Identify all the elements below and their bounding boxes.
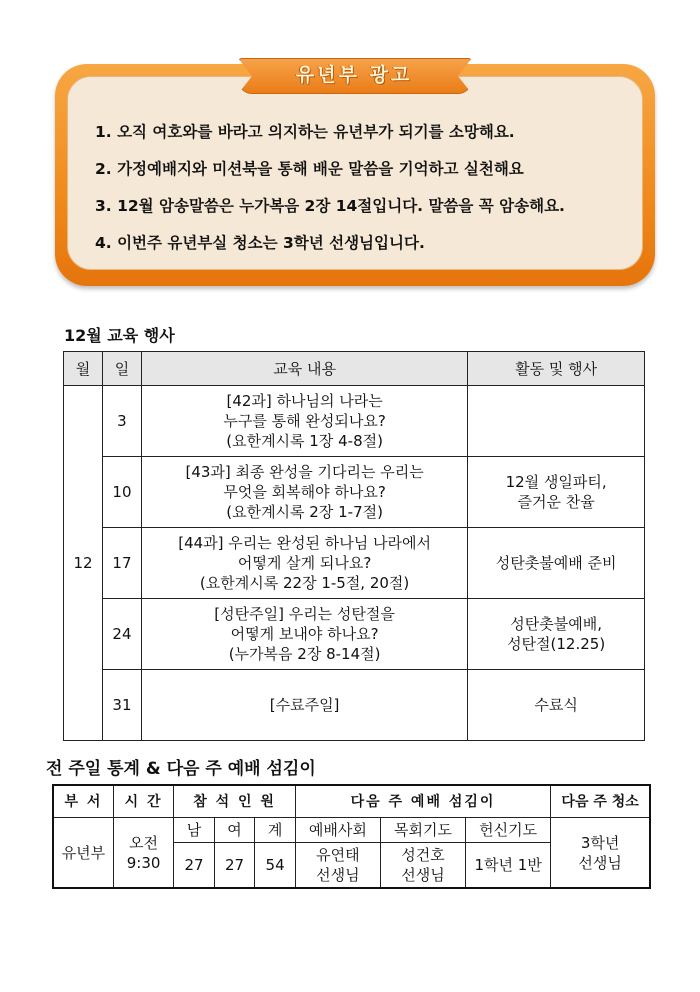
content-line: 어떻게 살게 되나요?	[237, 554, 372, 572]
female-count: 27	[214, 843, 255, 889]
male-count: 27	[174, 843, 215, 889]
host-line: 유연태	[316, 846, 360, 864]
announcement-item: 3. 12월 암송말씀은 누가복음 2장 14절입니다. 말씀을 꼭 암송해요.	[95, 197, 565, 215]
table-row	[64, 528, 645, 599]
content-line: (요한계시록 1장 4-8절)	[226, 432, 383, 450]
subheader-host: 예배사회	[295, 818, 380, 843]
announcement-list	[95, 118, 565, 266]
activity-line: 성탄절(12.25)	[507, 635, 606, 653]
education-table	[63, 351, 645, 741]
prayer-line: 성건호	[401, 846, 445, 864]
content-line: (누가복음 2장 8-14절)	[228, 645, 381, 663]
subheader-prayer: 목회기도	[380, 818, 465, 843]
day-cell: 17	[102, 528, 141, 599]
header-dept: 부 서	[53, 785, 113, 818]
prayer-cell	[380, 843, 465, 889]
header-servers: 다음 주 예배 섬김이	[295, 785, 550, 818]
host-line: 선생님	[316, 866, 360, 884]
announcement-item: 4. 이번주 유년부실 청소는 3학년 선생님입니다.	[95, 234, 425, 252]
cleaning-cell	[551, 818, 650, 889]
time-line: 9:30	[126, 853, 161, 872]
subheader-male: 남	[174, 818, 215, 843]
activity-line: 즐거운 찬율	[517, 493, 595, 511]
content-line: [43과] 최종 완성을 기다리는 우리는	[185, 463, 424, 481]
total-count: 54	[255, 843, 296, 889]
table-row	[64, 457, 645, 528]
activity-cell	[468, 670, 645, 741]
cleaning-line: 선생님	[578, 853, 622, 872]
activity-cell	[468, 457, 645, 528]
content-line: 누구를 통해 완성되나요?	[223, 412, 386, 430]
header-attendance: 참 석 인 원	[174, 785, 296, 818]
content-line: [44과] 우리는 완성된 하나님 나라에서	[178, 534, 431, 552]
content-cell	[141, 670, 467, 741]
activity-cell	[468, 528, 645, 599]
subheader-female: 여	[214, 818, 255, 843]
table-row	[64, 599, 645, 670]
activity-line: 성탄촛불예배 준비	[495, 554, 617, 572]
announcement-item: 1. 오직 여호와를 바라고 의지하는 유년부가 되기를 소망해요.	[95, 123, 515, 141]
time-cell	[113, 818, 173, 889]
content-line: 무엇을 회복해야 하나요?	[223, 483, 386, 501]
day-cell: 3	[102, 386, 141, 457]
content-line: 어떻게 보내야 하나요?	[230, 625, 379, 643]
header-content: 교육 내용	[141, 352, 467, 386]
content-line: [성탄주일] 우리는 성탄절을	[214, 605, 395, 623]
day-cell: 24	[102, 599, 141, 670]
host-cell	[295, 843, 380, 889]
content-cell	[141, 599, 467, 670]
stats-header-row	[53, 785, 650, 818]
day-cell: 10	[102, 457, 141, 528]
subheader-total: 계	[255, 818, 296, 843]
header-day: 일	[102, 352, 141, 386]
stats-subheader-row	[53, 818, 650, 843]
stats-section-title: 전 주일 통계 & 다음 주 예배 섬김이	[46, 759, 316, 779]
time-line: 오전	[129, 833, 159, 852]
month-cell: 12	[64, 386, 103, 741]
announcement-title-banner	[238, 58, 470, 92]
education-section-title: 12월 교육 행사	[64, 326, 175, 345]
table-row	[64, 670, 645, 741]
content-cell	[141, 528, 467, 599]
content-cell	[141, 457, 467, 528]
content-line: (요한계시록 2장 1-7절)	[226, 503, 383, 521]
day-cell: 31	[102, 670, 141, 741]
offering-cell: 1학년 1반	[466, 843, 551, 889]
announcement-title: 유년부 광고	[295, 64, 413, 86]
table-row	[64, 386, 645, 457]
prayer-line: 선생님	[401, 866, 445, 884]
header-time: 시 간	[113, 785, 173, 818]
activity-cell	[468, 599, 645, 670]
content-line: [수료주일]	[269, 696, 340, 714]
content-line: (요한계시록 22장 1-5절, 20절)	[199, 574, 410, 592]
activity-cell	[468, 386, 645, 457]
activity-line: 12월 생일파티,	[505, 473, 607, 491]
subheader-offering: 헌신기도	[466, 818, 551, 843]
dept-cell: 유년부	[53, 818, 113, 889]
header-month: 월	[64, 352, 103, 386]
announcement-item: 2. 가정예배지와 미션북을 통해 배운 말씀을 기억하고 실천해요	[95, 160, 524, 178]
content-cell	[141, 386, 467, 457]
education-header-row	[64, 352, 645, 386]
header-cleaning: 다음 주 청소	[551, 785, 650, 818]
activity-line: 성탄촛불예배,	[510, 615, 602, 633]
header-activity: 활동 및 행사	[468, 352, 645, 386]
activity-line: 수료식	[534, 696, 578, 714]
stats-table	[52, 784, 651, 889]
content-line: [42과] 하나님의 나라는	[226, 392, 383, 410]
cleaning-line: 3학년	[580, 833, 620, 852]
